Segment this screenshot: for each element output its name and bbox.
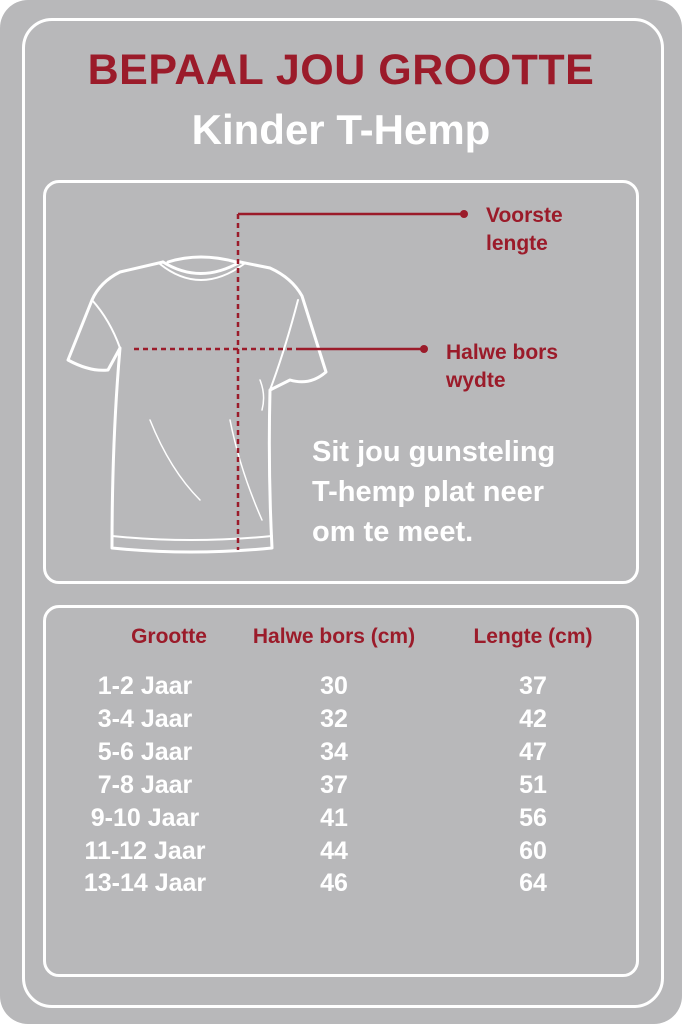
instruction-line3: om te meet.: [312, 516, 474, 548]
chest-cell: 30: [320, 672, 348, 700]
chest-cell: 34: [320, 738, 348, 766]
size-cell: 1-2 Jaar: [97, 672, 193, 700]
table-row: [0, 835, 682, 868]
half-chest-label-line2: wydte: [446, 369, 506, 392]
chest-cell: 44: [320, 837, 348, 865]
size-cell: 11-12 Jaar: [84, 837, 206, 865]
size-cell: 9-10 Jaar: [90, 804, 200, 832]
column-header-chest: Halwe bors (cm): [252, 625, 416, 648]
size-cell: 7-8 Jaar: [97, 771, 193, 799]
table-row: [0, 703, 682, 736]
instruction-line2: T-hemp plat neer: [312, 476, 545, 508]
chest-cell: 37: [320, 771, 348, 799]
length-cell: 64: [519, 869, 547, 897]
half-chest-label: [446, 339, 558, 395]
length-cell: 51: [519, 771, 547, 799]
page-subtitle: Kinder T-Hemp: [191, 106, 491, 153]
size-cell: 5-6 Jaar: [97, 738, 193, 766]
page-title: BEPAAL JOU GROOTTE: [87, 46, 595, 94]
chest-cell: 46: [320, 869, 348, 897]
instruction-line1: Sit jou gunsteling: [312, 436, 556, 468]
chest-cell: 41: [320, 804, 348, 832]
table-row: [0, 769, 682, 802]
chest-cell: 32: [320, 705, 348, 733]
table-row: [0, 867, 682, 900]
front-length-label: [486, 202, 563, 258]
length-cell: 37: [519, 672, 547, 700]
measure-instruction: [312, 432, 632, 552]
size-cell: 13-14 Jaar: [83, 869, 207, 897]
column-header-size: Grootte: [131, 625, 207, 648]
length-cell: 60: [519, 837, 547, 865]
front-length-label-line1: Voorste: [486, 204, 563, 227]
length-cell: 47: [519, 738, 547, 766]
table-row: [0, 802, 682, 835]
length-cell: 56: [519, 804, 547, 832]
length-cell: 42: [519, 705, 547, 733]
table-row: [0, 736, 682, 769]
table-row: [0, 670, 682, 703]
size-cell: 3-4 Jaar: [97, 705, 193, 733]
half-chest-label-line1: Halwe bors: [446, 341, 559, 364]
front-length-label-line2: lengte: [486, 232, 548, 255]
column-header-length: Lengte (cm): [473, 625, 593, 648]
